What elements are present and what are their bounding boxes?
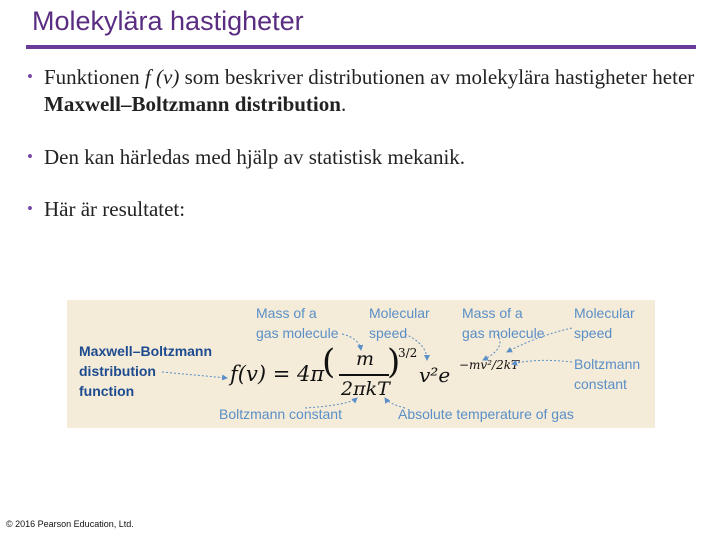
copyright-footer: © 2016 Pearson Education, Ltd. xyxy=(6,519,134,529)
formula-lhs: f(v) = 4π xyxy=(230,362,325,386)
mass-annotation-2: Mass of a gas molecule xyxy=(462,305,545,341)
bullet-dot: • xyxy=(27,67,33,86)
boltzmann-annotation-right: Boltzmann constant xyxy=(574,356,641,392)
formula-tail-exponent: −mv²/2kT xyxy=(459,358,519,372)
formula-numerator: m xyxy=(356,348,375,370)
speed-annotation-1: Molecular speed xyxy=(369,305,430,341)
bullet-1-text xyxy=(27,64,697,118)
bullet-2 xyxy=(27,144,697,171)
abs-temperature-annotation: Absolute temperature of gas xyxy=(398,406,574,422)
bullet-1-end: . xyxy=(340,92,347,116)
formula-left-paren: ( xyxy=(322,342,336,382)
bullet-1-post: som beskriver distributionen av molekylära hastigheter heter xyxy=(179,65,695,89)
bullet-1-pre: Funktionen xyxy=(44,65,145,89)
mb-function-label: Maxwell–Boltzmann distribution function xyxy=(79,343,213,399)
maxwell-boltzmann-figure xyxy=(67,300,655,428)
bullet-3-text: Här är resultatet: xyxy=(44,197,186,221)
bullet-1-fv: f (v) xyxy=(144,65,180,89)
formula-right-paren: ) xyxy=(387,342,401,382)
formula-tail: v²e xyxy=(419,363,451,387)
bullet-3 xyxy=(27,196,697,223)
boltzmann-annotation-bottom: Boltzmann constant xyxy=(219,406,342,422)
formula-denominator: 2πkT xyxy=(341,378,390,400)
bullet-1 xyxy=(27,64,697,118)
slide-title: Molekylära hastigheter xyxy=(32,6,304,36)
mass-annotation-1: Mass of a gas molecule xyxy=(256,305,339,341)
bullet-1-bold: Maxwell–Boltzmann distribution xyxy=(44,92,341,116)
formula-exponent: 3/2 xyxy=(398,346,418,360)
speed-annotation-2: Molecular speed xyxy=(574,305,635,341)
bullet-dot: • xyxy=(27,147,33,166)
annotation-arrows xyxy=(67,300,655,428)
bullet-dot: • xyxy=(27,199,33,218)
title-rule xyxy=(26,45,696,49)
bullet-2-text: Den kan härledas med hjälp av statistisk mekanik. xyxy=(44,145,466,169)
